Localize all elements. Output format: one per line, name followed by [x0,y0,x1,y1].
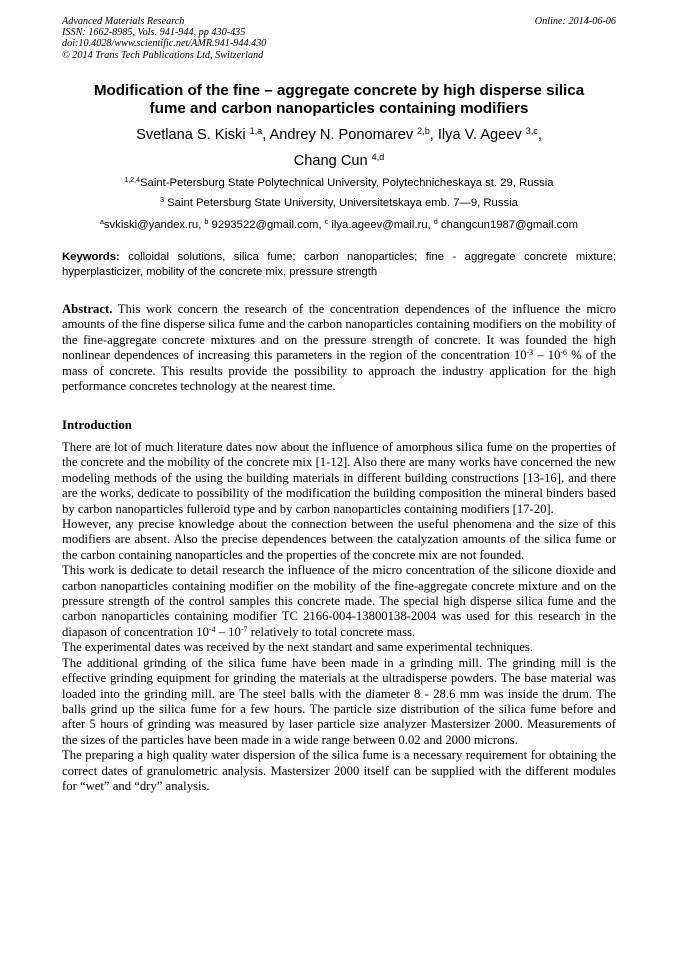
email-a-sup: a [99,219,104,227]
abstract-text-1: This work concern the research of the concentration dependences of the influence the micro amounts of the fine disperse silica fume and the carbon nanoparticles containing modifiers on the mobility of the fine-aggregate concrete mixtures and on the pressure strength of concrete. It was founded the high nonlinear dependences of increasing this parameters in the region of the concentration 10 [62,302,616,363]
paper-title [62,82,616,117]
abstract-sup-2: -6 [560,347,567,357]
doi-line: doi:10.4028/www.scientific.net/AMR.941-944.430 [62,38,267,50]
email-line [62,218,616,232]
abstract-text-2: % of the mass of concrete. This results provide the possibility to approach the industry application for the high performance concretes technology at the nearest time. [62,348,617,394]
email-c: ilya.ageev@mail.ru, [328,219,434,231]
author-line-1 [62,122,616,148]
email-a: svkiski@yandex.ru, [103,219,205,231]
title-line-2: fume and carbon nanoparticles containing modifiers [149,99,529,117]
author-3-sup: 3,c [525,126,538,137]
affiliation-1-text: Saint-Petersburg State Polytechnical University, Polytechnicheskaya st. 29, Russia [140,177,554,189]
introduction-body [62,440,616,794]
abstract-label: Abstract. [62,302,113,316]
author-line-2 [62,148,616,174]
affiliation-2-sup: 3 [160,197,164,205]
affiliation-2 [62,196,616,210]
author-3: , Ilya V. Ageev [429,127,526,143]
intro-paragraph-5: The additional grinding of the silica fume have been made in a grinding mill. The grinding mill is the effective grinding equipment for grinding the materials at the ultradisperse powders. The base material was loaded into the grinding mill. are The steel balls with the diameter 8 - 28.6 mm was inside the drum. The balls grind up the silica fume for a few hours. The particle size distribution of the silica fume before and after 5 hours of grinding was measured by laser particle size analyzer Mastersizer 2000. Measurements of the sizes of the particles have been made in a wide range between 0.02 and 2000 microns. [62,655,616,747]
email-c-sup: c [324,219,329,227]
email-b: 9293522@gmail.com, [208,219,325,231]
intro-p3-mid: – 10 [215,624,241,639]
introduction-heading: Introduction [62,418,132,432]
intro-p3-text-a: This work is dedicate to detail research the influence of the micro concentration of the silicone dioxide and carbon nanoparticles containing modifier on the mobility of the fine-aggregate concrete mixture and on the pressure strength of the control samples this concrete made. The special high disperse silica fume and the carbon nanoparticles containing modifier TC 2166-004-13800138-2004 was used for this research in the diapason of concentration 10 [62,563,616,639]
affiliation-1 [62,176,616,190]
author-2-sup: 2,b [417,126,430,137]
keywords-text: colloidal solutions, silica fume; carbon nanoparticles; fine - aggregate concrete mixture; hyperplasticizer, mobility of the concrete mix, pressure strength [62,251,616,278]
author-1-sup: 1,a [249,126,263,137]
author-list [62,122,616,174]
abstract-mid: – 10 [533,348,561,363]
title-line-1: Modification of the fine – aggregate concrete by high disperse silica [93,82,585,99]
intro-paragraph-3 [62,563,616,640]
online-date: Online: 2014-06-06 [534,16,616,27]
keywords-label: Keywords: [62,251,120,263]
abstract-block [62,302,616,394]
intro-paragraph-1: There are lot of much literature dates now about the influence of amorphous silica fume on the properties of the concrete and the mobility of the concrete mix [1-12]. Also there are many works have concerned the new modeling methods of the using the building materials in different building constructions [13-16], and there are the works, dedicate to possibility of the modification the building composition the mineral binders based by carbon nanoparticles fulleroid type and by carbon nanoparticles containing modifiers [17-20]. [62,440,616,516]
intro-paragraph-6: The preparing a high quality water dispersion of the silica fume is a necessary requirement for obtaining the correct dates of granulometric analysis. Mastersizer 2000 itself can be supplied with the different modules for “wet” and “dry” analysis. [62,748,616,793]
intro-p3-sup-2: -7 [240,624,248,634]
author-2: , Andrey N. Ponomarev [262,127,418,143]
intro-paragraph-4: The experimental dates was received by the next standart and same experimental techniques. [62,640,534,655]
journal-name: Advanced Materials Research [62,16,185,27]
affiliation-2-text: Saint Petersburg State University, Universitetskaya emb. 7—9, Russia [164,197,518,209]
author-4: Chang Cun [293,153,372,169]
intro-p3-sup-1: -4 [208,624,216,634]
author-sep: , [537,127,542,143]
intro-paragraph-2: However, any precise knowledge about the connection between the useful phenomena and the size of this modifiers are absent. Also the precise dependences between the catalyzation amounts of the silica fume or the carbon containing nanoparticles and the properties of the concrete mix are not founded. [62,517,616,562]
journal-header [62,16,616,61]
email-b-sup: b [204,219,209,227]
keywords-block [62,250,616,279]
affiliation-1-sup: 1,2,4 [124,177,140,185]
author-4-sup: 4,d [371,152,385,163]
email-d-sup: d [433,219,438,227]
author-1: Svetlana S. Kiski [136,127,250,143]
copyright-line: © 2014 Trans Tech Publications Ltd, Switzerland [62,49,264,61]
email-d: changcun1987@gmail.com [437,219,579,231]
abstract-sup-1: -3 [526,347,534,357]
intro-p3-text-b: relatively to total concrete mass. [247,624,416,639]
issn-line: ISSN: 1662-8985, Vols. 941-944, pp 430-435 [62,27,246,39]
